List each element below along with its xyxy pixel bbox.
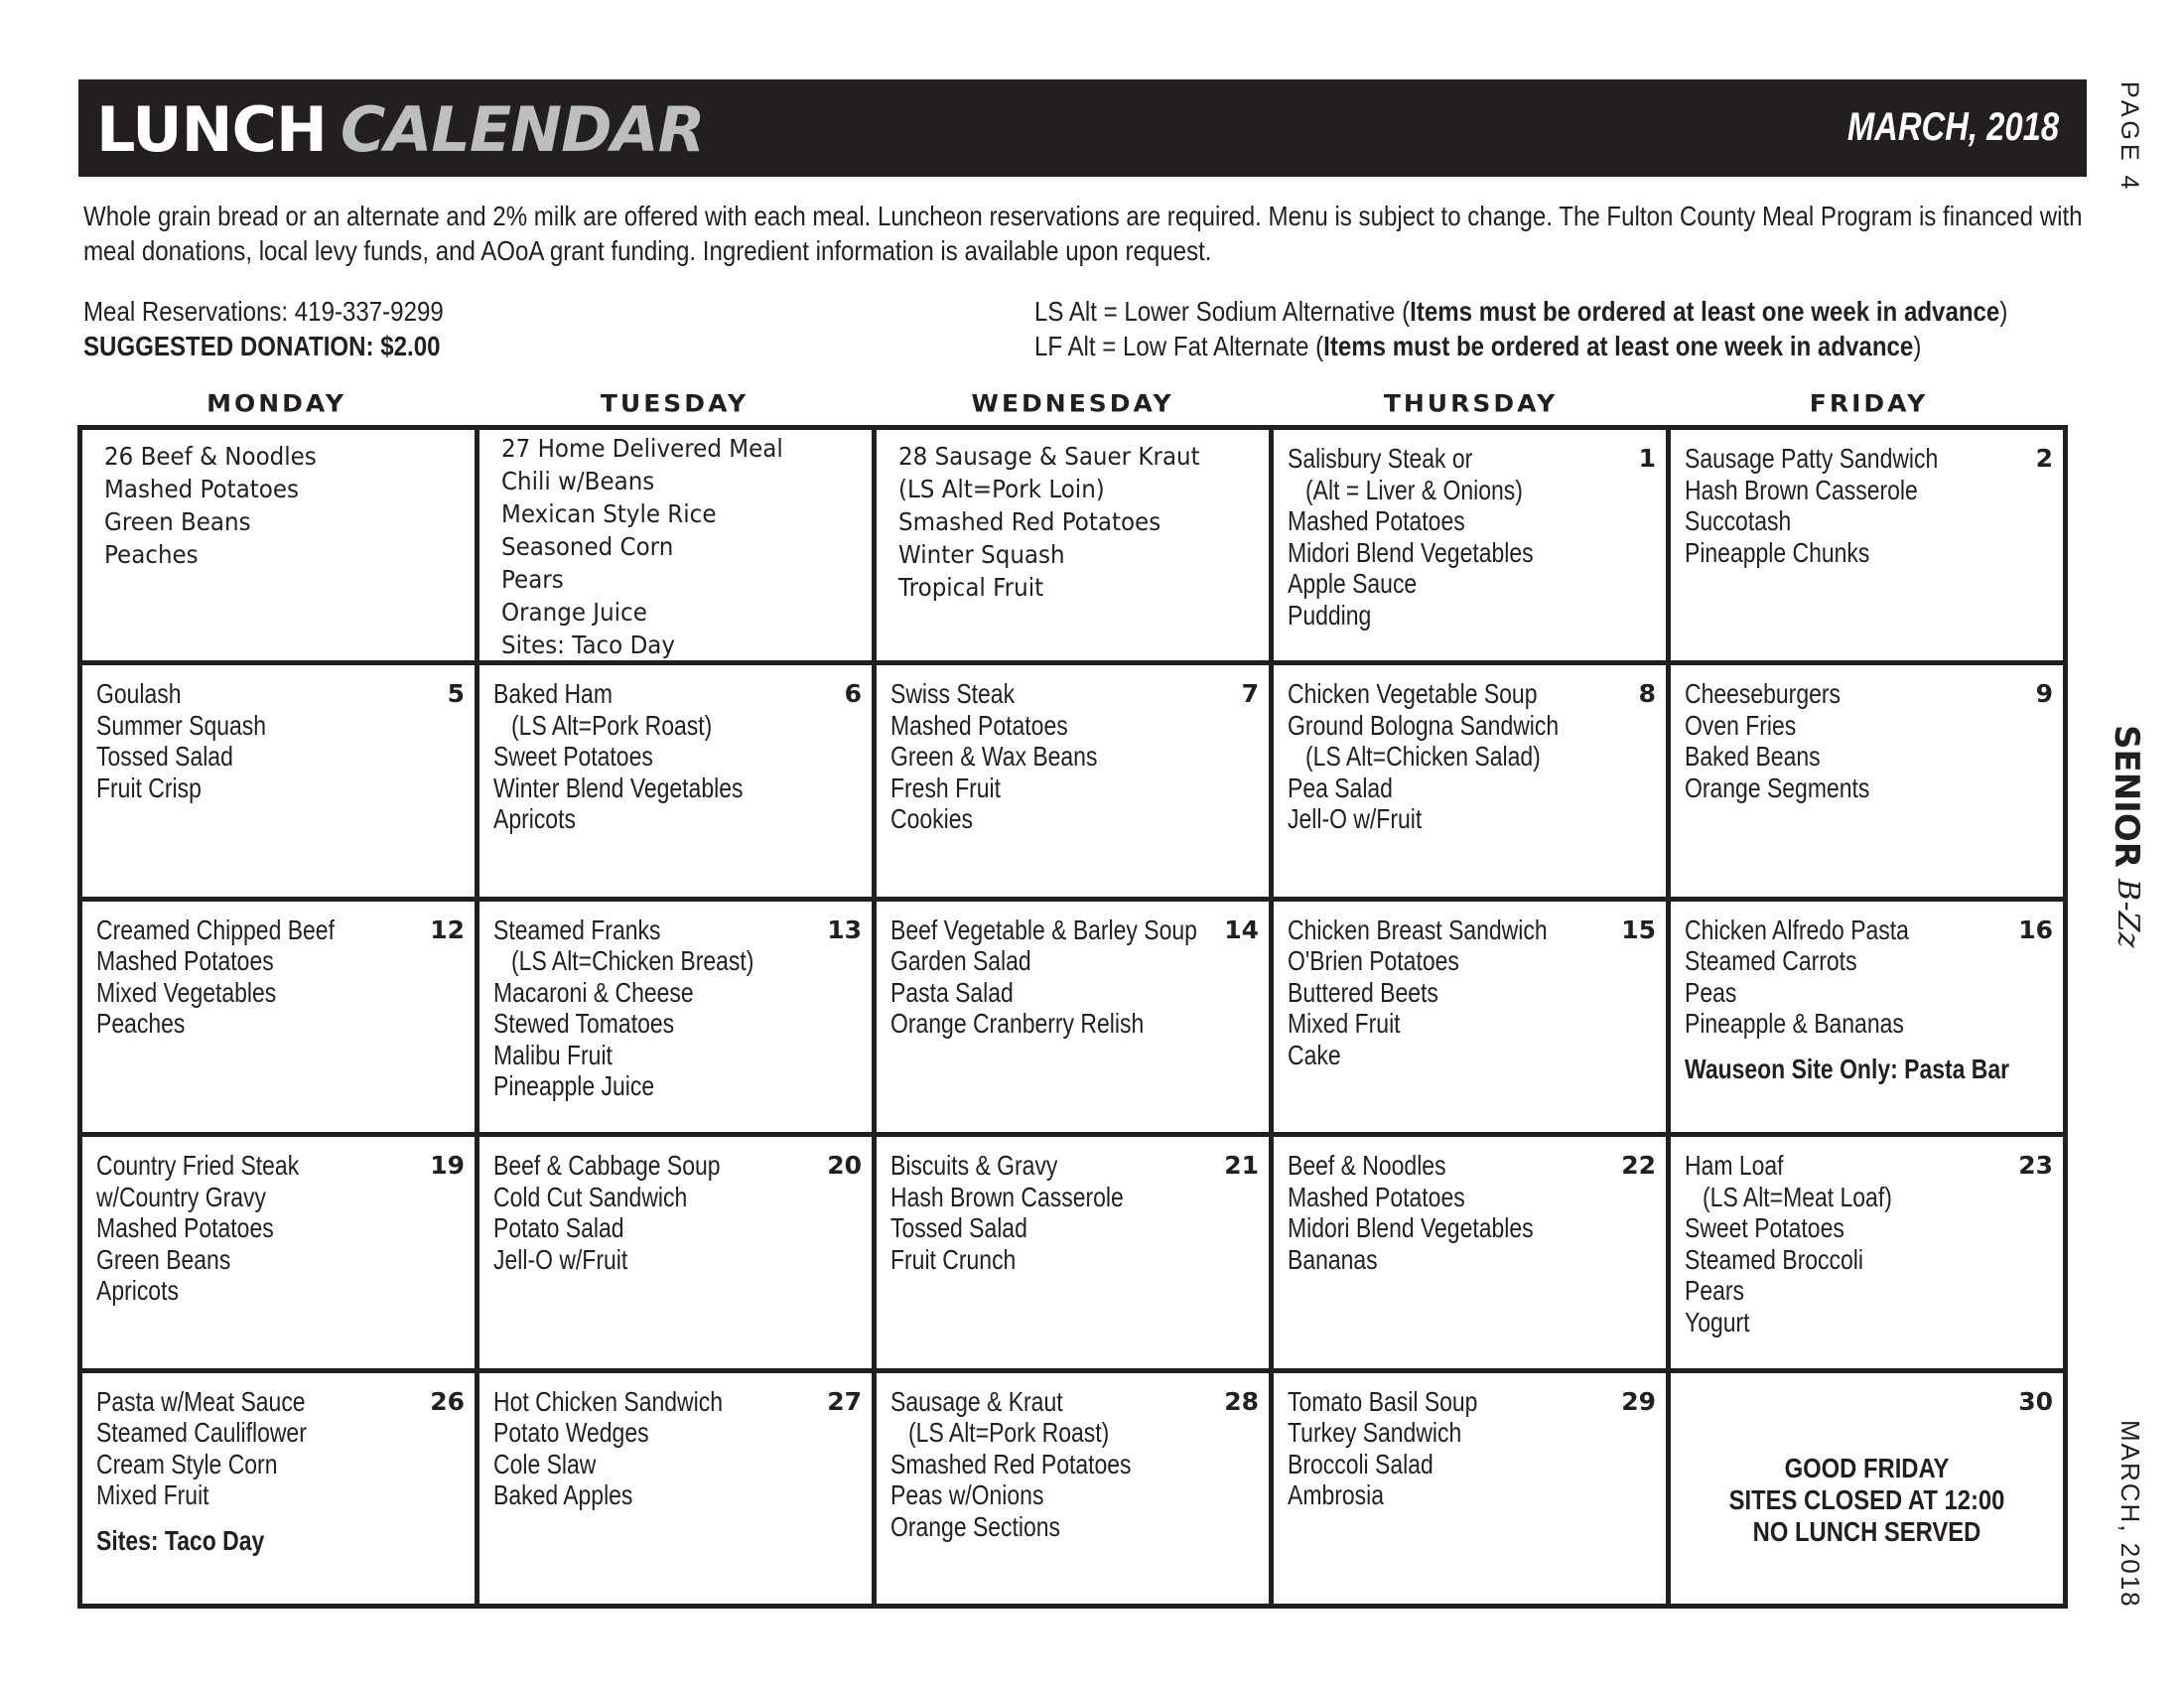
date-number: 1 [1638,444,1656,473]
menu-item: Jell-O w/Fruit [1288,803,1423,835]
menu-item: Seasoned Corn [501,532,674,561]
menu-items [96,1386,307,1511]
site-note: Wauseon Site Only: Pasta Bar [1685,1053,2010,1084]
menu-item: Goulash [96,678,182,710]
menu-item: Peas [1685,976,1737,1008]
menu-item: Winter Blend Vegetables [493,772,744,803]
calendar-cell [1671,902,2063,1132]
menu-items [493,1386,723,1511]
menu-item: (LS Alt=Pork Loin) [898,475,1105,503]
menu-item: Chili w/Beans [501,467,655,495]
calendar-grid [77,425,2068,1609]
menu-item: Green Beans [96,1243,231,1275]
menu-item: Summer Squash [96,709,267,741]
menu-item: Sweet Potatoes [493,741,653,773]
date-number: 14 [1224,914,1259,944]
menu-item: Smashed Red Potatoes [898,507,1161,536]
menu-item: Cheeseburgers [1685,678,1841,710]
menu-items [96,1150,299,1307]
menu-item: Sweet Potatoes [1685,1212,1844,1244]
date-number: 22 [1621,1151,1656,1181]
menu-item: Potato Salad [493,1212,624,1244]
menu-items [1288,914,1548,1071]
calendar-cell [877,1137,1269,1367]
menu-items [890,914,1197,1040]
alt-legend [1034,294,2007,363]
calendar-cell [877,1373,1269,1604]
menu-item: Cream Style Corn [96,1448,278,1479]
menu-item: Pears [501,565,564,594]
menu-item: Steamed Franks [493,914,661,945]
day-headers [77,389,2068,425]
menu-item: Fruit Crunch [890,1243,1017,1275]
reservation-info [83,294,444,363]
menu-item: Mashed Potatoes [104,475,300,503]
menu-item: Beef & Cabbage Soup [493,1150,721,1182]
menu-item: Broccoli Salad [1288,1448,1433,1479]
menu-item: Baked Ham [493,678,613,710]
calendar-cell [82,902,475,1132]
menu-items [898,440,1200,604]
date-number: 26 [430,1386,465,1416]
menu-item: Mashed Potatoes [1288,1181,1465,1212]
date-number: 5 [447,679,465,709]
menu-item: Bananas [1288,1243,1378,1275]
menu-item: Beef & Noodles [1288,1150,1446,1182]
calendar-cell [479,1137,872,1367]
day-header-thursday: THURSDAY [1383,389,1559,418]
menu-item: Oven Fries [1685,709,1797,741]
menu-items [1685,678,1869,803]
closure-message-line: SITES CLOSED AT 12:00 [1728,1483,2005,1515]
date-number: 6 [844,679,862,709]
date-number: 27 [827,1386,862,1416]
publication-name: SENIOR [2107,725,2146,868]
menu-item: Apricots [493,803,576,835]
publication-script-logo: B-Zz [2111,879,2145,948]
menu-item: Creamed Chipped Beef [96,914,335,945]
menu-item: 28 Sausage & Sauer Kraut [898,442,1200,471]
menu-item: Mashed Potatoes [96,1212,274,1244]
menu-item: Steamed Carrots [1685,945,1857,977]
menu-item: Garden Salad [890,945,1031,977]
menu-item: Green Beans [104,507,251,536]
menu-item: Pudding [1288,599,1372,631]
menu-item: Pears [1685,1275,1744,1307]
menu-item: Ambrosia [1288,1479,1384,1511]
suggested-donation: SUGGESTED DONATION: $2.00 [83,331,441,361]
menu-item: Potato Wedges [493,1417,649,1449]
menu-item: Biscuits & Gravy [890,1150,1058,1182]
date-number: 30 [2018,1386,2053,1416]
calendar-cell [1671,1137,2063,1367]
menu-items [890,1386,1132,1543]
menu-item: Orange Cranberry Relish [890,1008,1145,1040]
calendar-cell [1671,430,2063,660]
day-header-monday: MONDAY [206,389,346,418]
menu-item: Peas w/Onions [890,1479,1044,1511]
calendar-cell [82,430,475,660]
menu-items [890,678,1097,835]
menu-item: Green & Wax Beans [890,741,1098,773]
menu-item: Hash Brown Casserole [1685,474,1918,505]
menu-item: Cookies [890,803,973,835]
calendar-cell [479,1373,872,1604]
date-number: 16 [2018,914,2053,944]
menu-item: Pasta Salad [890,976,1014,1008]
menu-item: 26 Beef & Noodles [104,442,317,471]
menu-item: 27 Home Delivered Meal [501,434,783,463]
lf-alt-note: Items must be ordered at least one week in advance [1323,331,1914,361]
date-number: 9 [2035,679,2053,709]
menu-item: Pineapple Chunks [1685,536,1870,568]
calendar-cell [82,665,475,896]
menu-item: Chicken Alfredo Pasta [1685,914,1909,945]
date-number: 8 [1638,679,1656,709]
menu-item: Midori Blend Vegetables [1288,536,1534,568]
menu-items [1288,443,1534,631]
menu-item: Pasta w/Meat Sauce [96,1385,306,1417]
calendar-cell [479,665,872,896]
menu-item: Turkey Sandwich [1288,1417,1462,1449]
menu-item: Beef Vegetable & Barley Soup [890,914,1197,945]
menu-item: Succotash [1685,505,1792,536]
menu-item: Apple Sauce [1288,568,1418,599]
menu-item: Mashed Potatoes [890,709,1068,741]
menu-item: Pineapple Juice [493,1070,655,1102]
menu-item: Peaches [104,540,199,569]
menu-item: w/Country Gravy [96,1181,266,1212]
title-calendar: CALENDAR [340,93,705,166]
menu-item: Mashed Potatoes [1288,505,1465,536]
menu-item: (LS Alt=Meat Loaf) [1703,1181,1892,1212]
menu-items [1685,914,1909,1040]
ls-alt-legend [1034,294,2007,329]
calendar-cell [877,665,1269,896]
menu-item: Tossed Salad [890,1212,1027,1244]
menu-item: Buttered Beets [1288,976,1438,1008]
menu-item: Stewed Tomatoes [493,1008,675,1040]
menu-item: Pea Salad [1288,772,1393,803]
menu-item: Tossed Salad [96,741,233,773]
menu-item: Salisbury Steak or [1288,443,1473,474]
menu-item: Yogurt [1685,1306,1750,1337]
menu-item: Malibu Fruit [493,1039,613,1070]
ls-alt-note: Items must be ordered at least one week in advance [1410,296,2000,327]
menu-item: Baked Beans [1685,741,1821,773]
menu-item: O'Brien Potatoes [1288,945,1459,977]
menu-item: Sites: Taco Day [501,631,675,659]
menu-item: (LS Alt=Chicken Salad) [1305,741,1541,773]
title-bar [78,79,2087,177]
side-month: MARCH, 2018 [2116,1420,2145,1609]
calendar-cell [877,902,1269,1132]
menu-item: Cole Slaw [493,1448,597,1479]
menu-item: Orange Segments [1685,772,1870,803]
calendar-cell [1671,1373,2063,1604]
menu-item: Tropical Fruit [898,573,1044,602]
menu-items [96,914,335,1040]
calendar-cell [1274,1373,1666,1604]
closure-message-line: GOOD FRIDAY [1784,1452,1950,1483]
title-lunch: LUNCH [96,93,327,166]
menu-items [96,678,266,803]
calendar-cell [1671,665,2063,896]
date-number: 7 [1241,679,1259,709]
menu-item: Swiss Steak [890,678,1016,710]
calendar-cell [1274,1137,1666,1367]
menu-item: Apricots [96,1275,179,1307]
calendar-cell [479,430,872,660]
menu-item: Hot Chicken Sandwich [493,1385,723,1417]
menu-item: Mashed Potatoes [96,945,274,977]
menu-item: Mixed Fruit [1288,1008,1401,1040]
menu-items [104,440,317,571]
menu-item: Midori Blend Vegetables [1288,1212,1534,1244]
menu-item: Tomato Basil Soup [1288,1385,1478,1417]
calendar-cell [479,902,872,1132]
menu-items [1288,678,1559,835]
site-note: Sites: Taco Day [96,1524,265,1556]
menu-item: Orange Sections [890,1510,1061,1542]
menu-item: Sausage & Kraut [890,1385,1063,1417]
menu-items [1685,1150,1892,1337]
menu-item: (Alt = Liver & Onions) [1305,474,1523,505]
date-number: 28 [1224,1386,1259,1416]
menu-items [493,678,743,835]
month-label: MARCH, 2018 [1846,105,2059,149]
date-number: 19 [430,1151,465,1181]
intro-text: Whole grain bread or an alternate and 2% milk are offered with each meal. Luncheon reservations are required. Menu is subject to change. The Fulton County Meal Program is financed with meal donations, local levy funds, and AOoA grant funding. Ingredient information is available upon request. [83,201,2083,266]
day-header-friday: FRIDAY [1809,389,1929,418]
menu-items [1288,1386,1477,1511]
calendar-cell [1274,430,1666,660]
menu-item: Pineapple & Bananas [1685,1008,1904,1040]
date-number: 13 [827,914,862,944]
date-number: 2 [2035,444,2053,473]
menu-item: Fresh Fruit [890,772,1001,803]
calendar-cell [82,1137,475,1367]
menu-items [493,1150,721,1275]
menu-item: Smashed Red Potatoes [890,1448,1132,1479]
menu-items [1288,1150,1534,1275]
menu-item: Cold Cut Sandwich [493,1181,688,1212]
closure-message [1701,1453,2034,1548]
menu-item: Chicken Breast Sandwich [1288,914,1548,945]
menu-item: Ham Loaf [1685,1150,1784,1182]
page-title [96,93,704,166]
menu-item: Mexican Style Rice [501,499,717,528]
menu-item: Macaroni & Cheese [493,976,694,1008]
calendar-cell [1274,665,1666,896]
date-number: 15 [1621,914,1656,944]
page-number: PAGE 4 [2116,81,2143,194]
calendar-cell [82,1373,475,1604]
lf-alt-legend [1034,329,2007,363]
menu-item: Chicken Vegetable Soup [1288,678,1538,710]
menu-item: Hash Brown Casserole [890,1181,1124,1212]
date-number: 29 [1621,1386,1656,1416]
date-number: 20 [827,1151,862,1181]
date-number: 21 [1224,1151,1259,1181]
calendar-cell [877,430,1269,660]
calendar-cell [1274,902,1666,1132]
menu-item: Sausage Patty Sandwich [1685,443,1939,474]
menu-item: Fruit Crisp [96,772,202,803]
menu-item: Jell-O w/Fruit [493,1243,628,1275]
date-number: 12 [430,914,465,944]
menu-items [890,1150,1124,1275]
date-number: 23 [2018,1151,2053,1181]
menu-item: Winter Squash [898,540,1065,569]
menu-item: (LS Alt=Pork Roast) [908,1417,1110,1449]
menu-item: Baked Apples [493,1479,633,1511]
menu-item: Orange Juice [501,598,647,627]
menu-item: Ground Bologna Sandwich [1288,709,1560,741]
menu-items [1685,443,1938,568]
menu-item: Mixed Vegetables [96,976,277,1008]
menu-item: (LS Alt=Chicken Breast) [511,945,754,977]
menu-items [493,914,753,1102]
menu-item: Cake [1288,1039,1341,1070]
day-header-wednesday: WEDNESDAY [971,389,1174,418]
menu-item: Country Fried Steak [96,1150,300,1182]
reservations-phone: Meal Reservations: 419-337-9299 [83,296,444,327]
day-header-tuesday: TUESDAY [600,389,750,418]
lf-alt-label: LF Alt = Low Fat Alternate ( [1034,331,1324,361]
menu-item: Steamed Broccoli [1685,1243,1863,1275]
closure-message-line: NO LUNCH SERVED [1752,1515,1981,1547]
menu-items [501,432,783,660]
lf-alt-close: ) [1913,331,1922,361]
ls-alt-label: LS Alt = Lower Sodium Alternative ( [1034,296,1411,327]
menu-item: (LS Alt=Pork Roast) [511,709,713,741]
menu-item: Peaches [96,1008,186,1040]
ls-alt-close: ) [1999,296,2008,327]
menu-item: Steamed Cauliflower [96,1417,307,1449]
menu-item: Mixed Fruit [96,1479,209,1511]
